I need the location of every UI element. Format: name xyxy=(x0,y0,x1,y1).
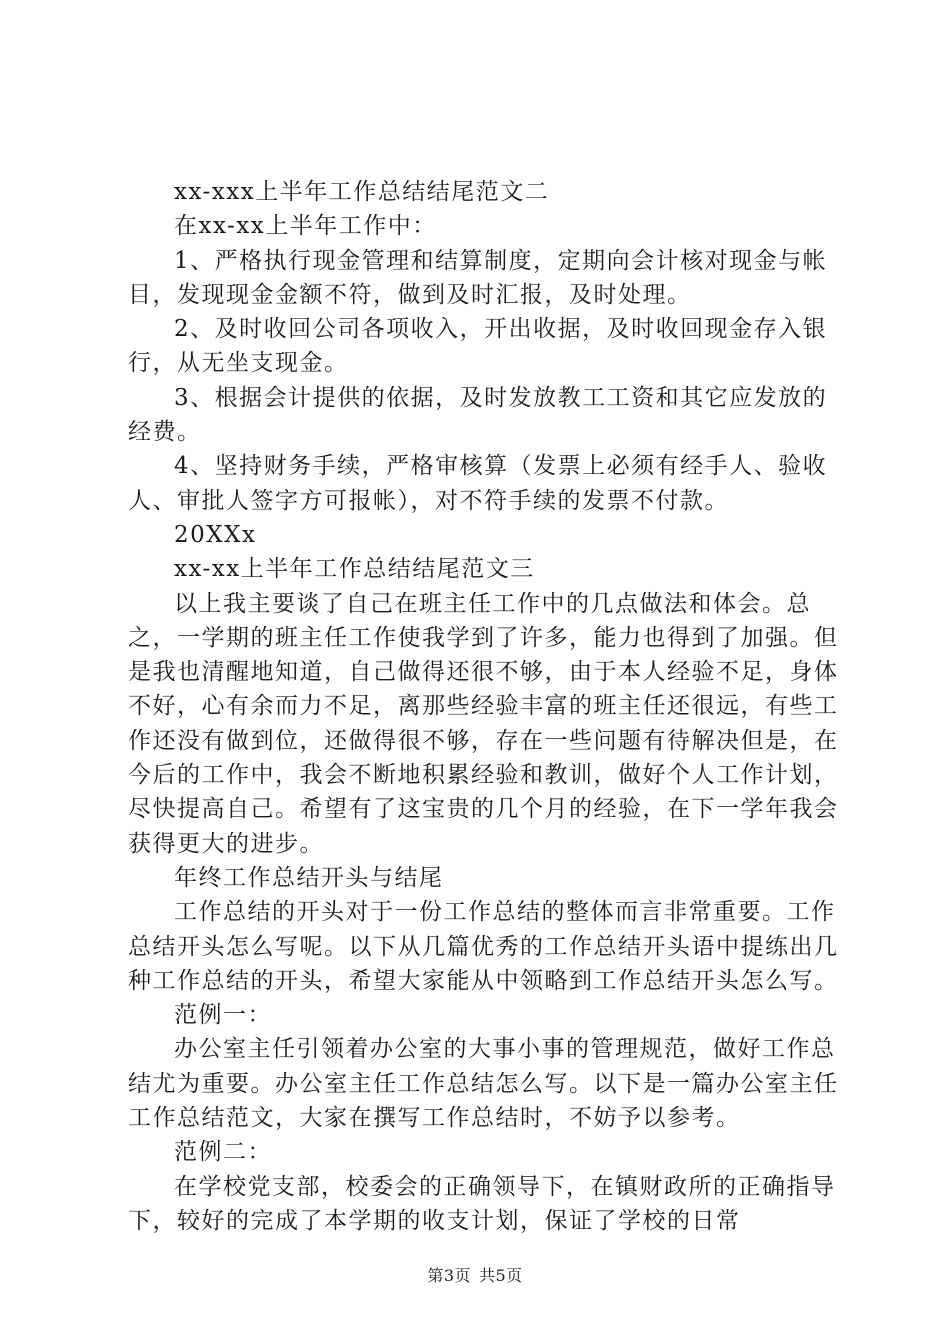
paragraph-example-one: 办公室主任引领着办公室的大事小事的管理规范，做好工作总结尤为重要。办公室主任工作总结怎么写。以下是一篇办公室主任工作总结范文，大家在撰写工作总结时，不妨予以参考。 xyxy=(128,1036,839,1132)
document-body xyxy=(128,175,844,1238)
year-line: 20XXx xyxy=(174,521,257,548)
list-item-4: 4、坚持财务手续，严格审核算（发票上必须有经手人、验收人、审批人签字方可报帐），对不符手续的发票不付款。 xyxy=(128,453,828,514)
paragraph-opening: 工作总结的开头对于一份工作总结的整体而言非常重要。工作总结开头怎么写呢。以下从几篇优秀的工作总结开头语中提练出几种工作总结的开头，希望大家能从中领略到工作总结开头怎么写。 xyxy=(128,899,839,994)
list-item-2: 2、及时收回公司各项收入，开出收据，及时收回现金存入银行，从无坐支现金。 xyxy=(128,316,828,377)
page-footer xyxy=(0,1263,950,1286)
heading-sample-two: xx-xxx上半年工作总结结尾范文二 xyxy=(174,179,550,205)
list-item-3: 3、根据会计提供的依据，及时发放教工工资和其它应发放的经费。 xyxy=(128,384,828,446)
page-total: 共5页 xyxy=(479,1266,523,1285)
label-example-one: 范例一： xyxy=(174,1002,272,1029)
list-item-1: 1、严格执行现金管理和结算制度，定期向会计核对现金与帐目，发现现金金额不符，做到及时汇报，及时处理。 xyxy=(128,247,828,308)
label-example-two: 范例二： xyxy=(174,1139,272,1166)
paragraph-summary: 以上我主要谈了自己在班主任工作中的几点做法和体会。总之，一学期的班主任工作使我学到了许多，能力也得到了加强。但是我也清醒地知道，自己做得还很不够，由于本人经验不足，身体不好，心有余而力不足，离那些经验丰富的班主任还很远，有些工作还没有做到位，还做得很不够，存在一些问题有待解决但是，在今后的工作中，我会不断地积累经验和教训，做好个人工作计划，尽快提高自己。希望有了这宝贵的几个月的经验，在下一学年我会获得更大的进步。 xyxy=(128,590,839,857)
heading-year-end: 年终工作总结开头与结尾 xyxy=(174,864,444,891)
heading-sample-three: xx-xx上半年工作总结结尾范文三 xyxy=(174,556,535,583)
page-number: 第3页 xyxy=(427,1266,471,1285)
paragraph-example-two: 在学校党支部，校委会的正确领导下，在镇财政所的正确指导下，较好的完成了本学期的收支计划，保证了学校的日常 xyxy=(128,1173,836,1234)
paragraph-intro: 在xx-xx上半年工作中： xyxy=(174,213,437,240)
